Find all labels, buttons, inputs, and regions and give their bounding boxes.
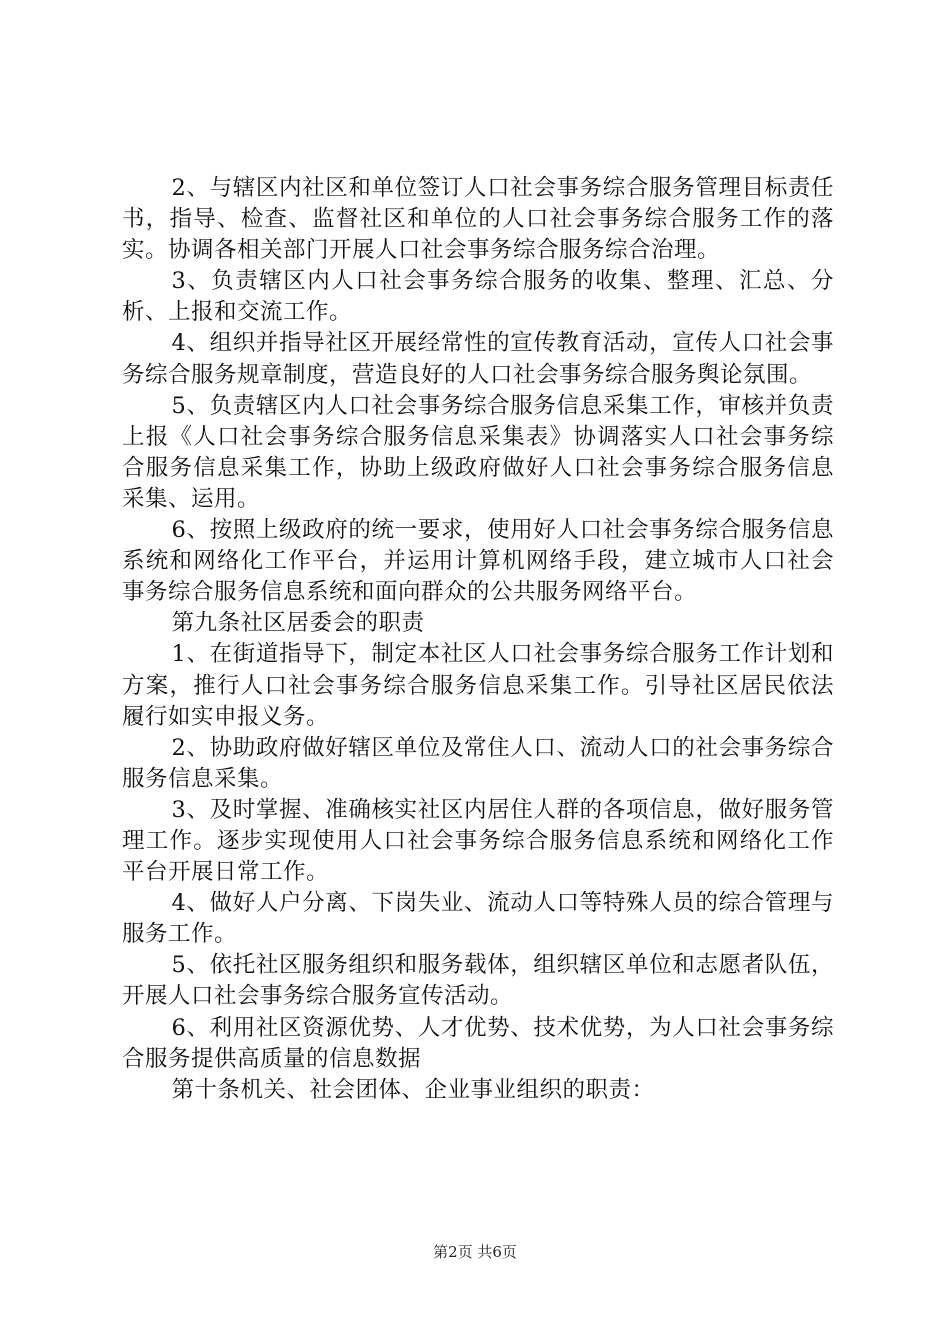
paragraph: 6、按照上级政府的统一要求，使用好人口社会事务综合服务信息系统和网络化工作平台，并运用计算机网络手段，建立城市人口社会事务综合服务信息系统和面向群众的公共服务网络平台。	[122, 517, 834, 606]
paragraph: 3、及时掌握、准确核实社区内居住人群的各项信息，做好服务管理工作。逐步实现使用人口社会事务综合服务信息系统和网络化工作平台开展日常工作。	[122, 796, 834, 886]
section-heading: 第十条机关、社会团体、企业事业组织的职责：	[171, 1076, 655, 1103]
paragraph: 4、做好人户分离、下岗失业、流动人口等特殊人员的综合管理与服务工作。	[122, 890, 834, 948]
page-number-footer: 第2页 共6页	[433, 1243, 517, 1261]
paragraph: 6、利用社区资源优势、人才优势、技术优势，为人口社会事务综合服务提供高质量的信息数据	[122, 1014, 834, 1072]
paragraph: 5、负责辖区内人口社会事务综合服务信息采集工作，审核并负责上报《人口社会事务综合服务信息采集表》协调落实人口社会事务综合服务信息采集工作，协助上级政府做好人口社会事务综合服务信息采集、运用。	[122, 392, 834, 512]
paragraph: 4、组织并指导社区开展经常性的宣传教育活动，宣传人口社会事务综合服务规章制度，营造良好的人口社会事务综合服务舆论氛围。	[122, 330, 834, 388]
paragraph: 2、与辖区内社区和单位签订人口社会事务综合服务管理目标责任书，指导、检查、监督社区和单位的人口社会事务综合服务工作的落实。协调各相关部门开展人口社会事务综合服务综合治理。	[122, 175, 834, 264]
paragraph: 5、依托社区服务组织和服务载体，组织辖区单位和志愿者队伍，开展人口社会事务综合服务宣传活动。	[122, 952, 834, 1010]
paragraph: 1、在街道指导下，制定本社区人口社会事务综合服务工作计划和方案，推行人口社会事务综合服务信息采集工作。引导社区居民依法履行如实申报义务。	[122, 641, 834, 730]
paragraph: 2、协助政府做好辖区单位及常住人口、流动人口的社会事务综合服务信息采集。	[122, 734, 834, 792]
section-heading: 第九条社区居委会的职责	[171, 610, 425, 637]
paragraph: 3、负责辖区内人口社会事务综合服务的收集、整理、汇总、分析、上报和交流工作。	[122, 268, 834, 326]
document-body	[122, 173, 834, 1106]
